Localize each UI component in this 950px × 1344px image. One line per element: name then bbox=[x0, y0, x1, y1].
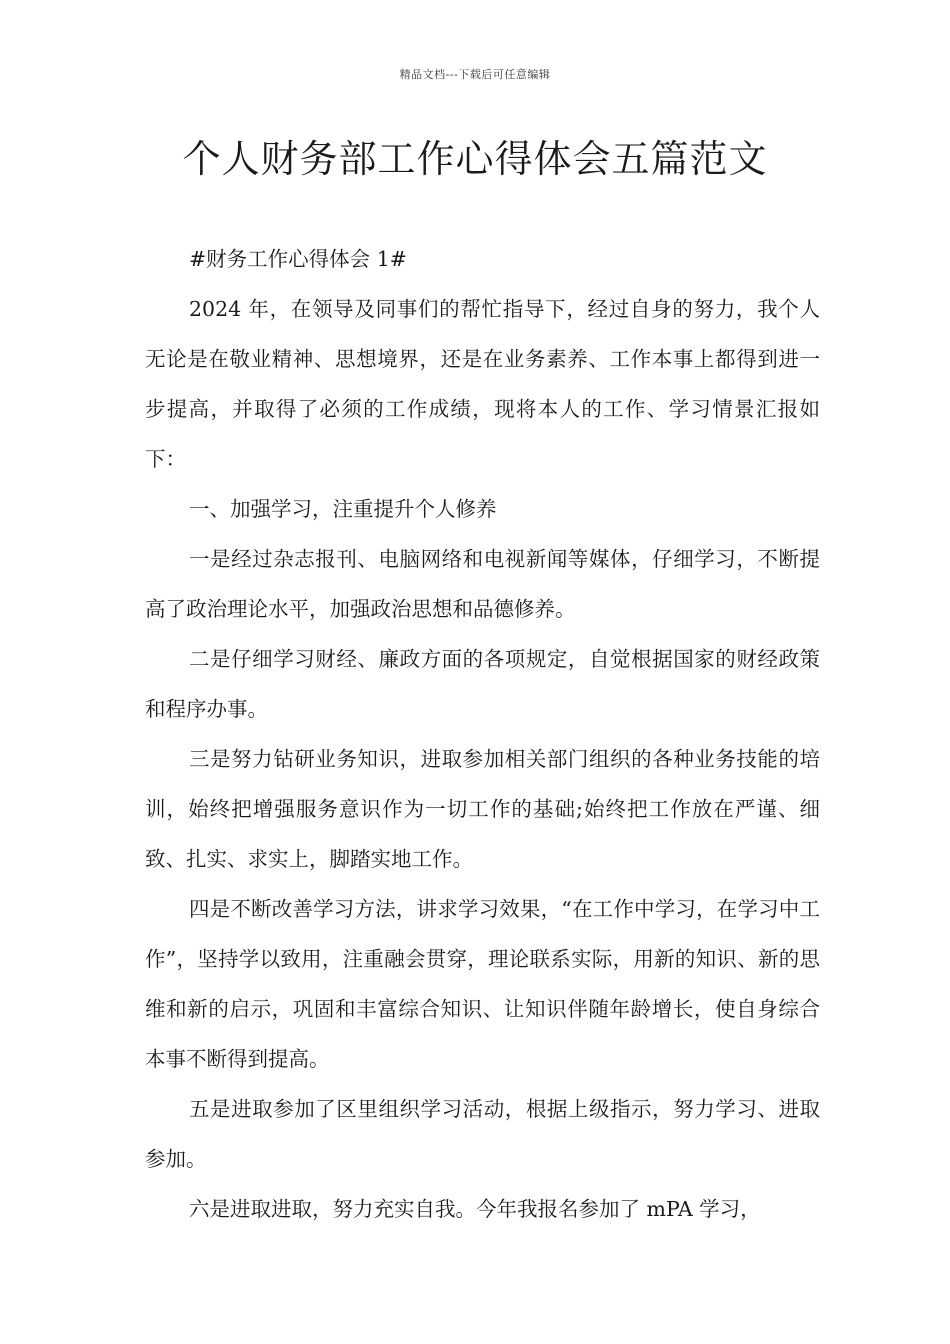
document-body bbox=[145, 234, 820, 1234]
paragraph: 二是仔细学习财经、廉政方面的各项规定，自觉根据国家的财经政策和程序办事。 bbox=[145, 647, 820, 721]
paragraph: 一是经过杂志报刊、电脑网络和电视新闻等媒体，仔细学习，不断提高了政治理论水平，加强政治思想和品德修养。 bbox=[145, 547, 820, 621]
paragraph: 五是进取参加了区里组织学习活动，根据上级指示，努力学习、进取参加。 bbox=[145, 1097, 820, 1171]
page-title: 个人财务部工作心得体会五篇范文 bbox=[182, 137, 768, 181]
section-heading: #财务工作心得体会 1# bbox=[189, 247, 407, 271]
subsection-heading: 一、加强学习，注重提升个人修养 bbox=[189, 497, 497, 521]
paragraph: 2024 年，在领导及同事们的帮忙指导下，经过自身的努力，我个人无论是在敬业精神、思想境界，还是在业务素养、工作本事上都得到进一步提高，并取得了必须的工作成绩，现将本人的工作、学习情景汇报如下： bbox=[145, 297, 820, 471]
paragraph: 六是进取进取，努力充实自我。今年我报名参加了 mPA 学习， bbox=[189, 1197, 761, 1221]
paragraph: 四是不断改善学习方法，讲求学习效果，“在工作中学习，在学习中工作”，坚持学以致用，注重融会贯穿，理论联系实际，用新的知识、新的思维和新的启示，巩固和丰富综合知识、让知识伴随年龄增长，使自身综合本事不断得到提高。 bbox=[145, 897, 820, 1071]
paragraph: 三是努力钻研业务知识，进取参加相关部门组织的各种业务技能的培训，始终把增强服务意识作为一切工作的基础;始终把工作放在严谨、细致、扎实、求实上，脚踏实地工作。 bbox=[145, 747, 820, 871]
header-note: 精品文档---下载后可任意编辑 bbox=[399, 68, 551, 81]
